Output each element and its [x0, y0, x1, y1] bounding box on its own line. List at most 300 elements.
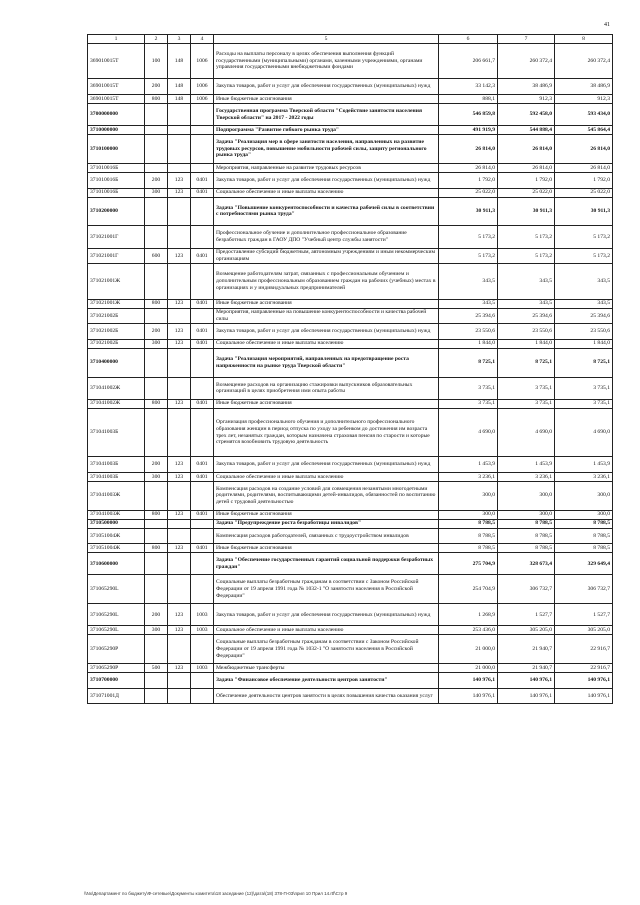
page-number: 41: [604, 22, 610, 28]
value-cell: 38 486,9: [555, 79, 613, 95]
table-row: [88, 575, 613, 604]
vr-cell: [145, 377, 168, 399]
value-cell: 260 372,4: [498, 44, 555, 79]
name-cell: Иные бюджетные ассигнования: [214, 544, 439, 553]
rz-cell: 0401: [191, 339, 214, 348]
gr-cell: 148: [168, 79, 191, 95]
value-cell: 1 453,9: [498, 457, 555, 473]
code-cell: 371065290L: [88, 626, 145, 635]
code-cell: 371010016Б: [88, 172, 145, 188]
name-cell: Задача "Реализация мероприятий, направленных на предотвращение роста напряженности на рынке труда Тверской области": [214, 348, 439, 377]
table-row: [88, 308, 613, 324]
value-cell: 912,3: [555, 94, 613, 103]
gr-cell: [168, 528, 191, 544]
value-cell: 4 690,0: [555, 408, 613, 457]
code-cell: 371041002Ж: [88, 377, 145, 399]
value-cell: 25 022,0: [555, 188, 613, 197]
rz-cell: [191, 226, 214, 248]
gr-cell: 123: [168, 399, 191, 408]
name-cell: Мероприятия, направленные на развитие трудовых ресурсов: [214, 163, 439, 172]
table-row: [88, 604, 613, 626]
table-row: [88, 348, 613, 377]
gr-cell: [168, 103, 191, 125]
gr-cell: 123: [168, 604, 191, 626]
code-cell: 371071001Д: [88, 688, 145, 704]
vr-cell: 300: [145, 472, 168, 481]
name-cell: Задача "Повышение конкурентоспособности и качества рабочей силы в соответствии с потребностями рынка труда": [214, 197, 439, 226]
value-cell: 1 792,0: [498, 172, 555, 188]
header-row: [88, 35, 613, 44]
vr-cell: 200: [145, 457, 168, 473]
rz-cell: [191, 528, 214, 544]
header-cell: 5: [214, 35, 439, 44]
value-cell: 8 788,5: [439, 528, 498, 544]
table-row: [88, 79, 613, 95]
value-cell: 343,5: [439, 264, 498, 299]
name-cell: Компенсация расходов на создание условий для совмещения незанятыми многодетными родителями, родителями, воспитывающими детей-инвалидов, обязанностей по воспитанию детей с трудовой деятельностью: [214, 481, 439, 510]
code-cell: 371065290Р: [88, 664, 145, 673]
table-row: [88, 635, 613, 664]
value-cell: 305 205,0: [555, 626, 613, 635]
vr-cell: [145, 126, 168, 135]
table-row: [88, 226, 613, 248]
table-row: [88, 163, 613, 172]
value-cell: 8 725,1: [498, 348, 555, 377]
vr-cell: 800: [145, 510, 168, 519]
gr-cell: 123: [168, 472, 191, 481]
value-cell: 30 911,3: [555, 197, 613, 226]
name-cell: Задача "Обеспечение государственных гарантий социальной поддержки безработных граждан": [214, 553, 439, 575]
vr-cell: [145, 163, 168, 172]
value-cell: 26 814,0: [498, 163, 555, 172]
gr-cell: [168, 408, 191, 457]
rz-cell: 1006: [191, 79, 214, 95]
value-cell: 3 735,1: [439, 399, 498, 408]
rz-cell: [191, 348, 214, 377]
budget-table: [87, 34, 613, 704]
name-cell: Социальное обеспечение и иные выплаты населению: [214, 472, 439, 481]
name-cell: Иные бюджетные ассигнования: [214, 94, 439, 103]
value-cell: 5 173,2: [439, 248, 498, 264]
table-row: [88, 377, 613, 399]
rz-cell: [191, 519, 214, 528]
value-cell: 26 814,0: [439, 163, 498, 172]
value-cell: 491 919,9: [439, 126, 498, 135]
code-cell: 369010015Т: [88, 79, 145, 95]
value-cell: 592 458,0: [498, 103, 555, 125]
value-cell: 26 814,0: [498, 135, 555, 164]
value-cell: 888,1: [439, 94, 498, 103]
gr-cell: 123: [168, 188, 191, 197]
value-cell: 343,5: [439, 299, 498, 308]
rz-cell: [191, 673, 214, 689]
vr-cell: [145, 103, 168, 125]
table-row: [88, 339, 613, 348]
gr-cell: [168, 348, 191, 377]
value-cell: 5 173,2: [439, 226, 498, 248]
value-cell: 3 735,1: [498, 377, 555, 399]
value-cell: 8 788,5: [498, 519, 555, 528]
code-cell: 371021001Г: [88, 248, 145, 264]
rz-cell: [191, 308, 214, 324]
value-cell: 140 976,1: [498, 688, 555, 704]
value-cell: 343,5: [498, 299, 555, 308]
code-cell: 371051004Ж: [88, 528, 145, 544]
value-cell: 23 550,6: [498, 324, 555, 340]
value-cell: 1 792,0: [439, 172, 498, 188]
header-cell: 7: [498, 35, 555, 44]
name-cell: Закупка товаров, работ и услуг для обеспечения государственных (муниципальных) нужд: [214, 324, 439, 340]
gr-cell: [168, 377, 191, 399]
value-cell: 3 735,1: [439, 377, 498, 399]
gr-cell: [168, 519, 191, 528]
table-row: [88, 264, 613, 299]
name-cell: Мероприятия, направленные на повышение конкурентоспособности и качества рабочей силы: [214, 308, 439, 324]
code-cell: 371041003Ж: [88, 510, 145, 519]
value-cell: 21 000,0: [439, 635, 498, 664]
value-cell: 8 788,5: [555, 528, 613, 544]
value-cell: 3 236,1: [439, 472, 498, 481]
value-cell: 1 453,9: [439, 457, 498, 473]
value-cell: 328 673,4: [498, 553, 555, 575]
gr-cell: [168, 575, 191, 604]
vr-cell: [145, 226, 168, 248]
value-cell: 30 911,3: [498, 197, 555, 226]
vr-cell: 100: [145, 44, 168, 79]
value-cell: 3 236,1: [498, 472, 555, 481]
code-cell: 371021002Б: [88, 324, 145, 340]
vr-cell: 800: [145, 94, 168, 103]
value-cell: 1 268,9: [439, 604, 498, 626]
gr-cell: [168, 264, 191, 299]
gr-cell: [168, 126, 191, 135]
table-row: [88, 510, 613, 519]
code-cell: 3710400000: [88, 348, 145, 377]
table-row: [88, 399, 613, 408]
code-cell: 371021001Ж: [88, 264, 145, 299]
table-row: [88, 544, 613, 553]
vr-cell: 200: [145, 172, 168, 188]
vr-cell: 200: [145, 79, 168, 95]
rz-cell: 0401: [191, 544, 214, 553]
rz-cell: [191, 126, 214, 135]
value-cell: 912,3: [498, 94, 555, 103]
code-cell: 371010016Б: [88, 163, 145, 172]
table-row: [88, 553, 613, 575]
name-cell: Социальное обеспечение и иные выплаты населению: [214, 626, 439, 635]
vr-cell: 800: [145, 544, 168, 553]
name-cell: Закупка товаров, работ и услуг для обеспечения государственных (муниципальных) нужд: [214, 604, 439, 626]
code-cell: 371065290L: [88, 575, 145, 604]
header-cell: 4: [191, 35, 214, 44]
table-row: [88, 126, 613, 135]
table-row: [88, 673, 613, 689]
gr-cell: 123: [168, 299, 191, 308]
value-cell: 140 976,1: [498, 673, 555, 689]
code-cell: 371041003Б: [88, 408, 145, 457]
rz-cell: 1006: [191, 94, 214, 103]
vr-cell: [145, 481, 168, 510]
gr-cell: 148: [168, 94, 191, 103]
vr-cell: [145, 575, 168, 604]
value-cell: 140 976,1: [439, 673, 498, 689]
name-cell: Иные бюджетные ассигнования: [214, 510, 439, 519]
rz-cell: [191, 408, 214, 457]
value-cell: 306 732,7: [555, 575, 613, 604]
gr-cell: [168, 308, 191, 324]
value-cell: 253 436,0: [439, 626, 498, 635]
value-cell: 25 022,0: [439, 188, 498, 197]
table-row: [88, 626, 613, 635]
rz-cell: [191, 575, 214, 604]
value-cell: 3 735,1: [555, 377, 613, 399]
name-cell: Подпрограмма "Развитие гибкого рынка труда": [214, 126, 439, 135]
name-cell: Задача "Финансовое обеспечение деятельности центров занятости": [214, 673, 439, 689]
value-cell: 1 844,0: [555, 339, 613, 348]
rz-cell: 0401: [191, 248, 214, 264]
vr-cell: [145, 673, 168, 689]
table-row: [88, 197, 613, 226]
gr-cell: 123: [168, 172, 191, 188]
value-cell: 1 844,0: [498, 339, 555, 348]
rz-cell: [191, 264, 214, 299]
value-cell: 300,0: [555, 510, 613, 519]
value-cell: 300,0: [498, 510, 555, 519]
header-cell: 3: [168, 35, 191, 44]
name-cell: Профессиональное обучение и дополнительное профессиональное образование безработных граждан в ГАОУ ДПО "Учебный центр службы занятости": [214, 226, 439, 248]
value-cell: 343,5: [555, 299, 613, 308]
code-cell: 3710000000: [88, 126, 145, 135]
table-row: [88, 519, 613, 528]
vr-cell: [145, 408, 168, 457]
table-row: [88, 408, 613, 457]
value-cell: 140 976,1: [555, 673, 613, 689]
gr-cell: [168, 688, 191, 704]
vr-cell: 500: [145, 664, 168, 673]
gr-cell: [168, 673, 191, 689]
code-cell: 371021002Б: [88, 339, 145, 348]
vr-cell: [145, 519, 168, 528]
vr-cell: 600: [145, 248, 168, 264]
value-cell: 26 814,0: [555, 163, 613, 172]
value-cell: 8 788,5: [498, 528, 555, 544]
name-cell: Социальное обеспечение и иные выплаты населению: [214, 339, 439, 348]
value-cell: 8 788,5: [439, 544, 498, 553]
rz-cell: 0401: [191, 457, 214, 473]
value-cell: 1 527,7: [498, 604, 555, 626]
value-cell: 21 940,7: [498, 664, 555, 673]
code-cell: 371041003Б: [88, 457, 145, 473]
vr-cell: [145, 688, 168, 704]
value-cell: 5 173,2: [555, 226, 613, 248]
value-cell: 306 732,7: [498, 575, 555, 604]
name-cell: Организация профессионального обучения и дополнительного профессионального образования женщин в период отпуска по уходу за ребенком до достижения им возраста трех лет, незанятых граждан, которым назначена страховая пенсия по старости и которые стремятся возобновить трудовую деятельность: [214, 408, 439, 457]
table-row: [88, 472, 613, 481]
value-cell: 343,5: [555, 264, 613, 299]
table-row: [88, 172, 613, 188]
code-cell: 371021001Ж: [88, 299, 145, 308]
table-row: [88, 528, 613, 544]
vr-cell: [145, 264, 168, 299]
code-cell: 371065290L: [88, 604, 145, 626]
code-cell: 3700000000: [88, 103, 145, 125]
header-cell: 1: [88, 35, 145, 44]
table-row: [88, 188, 613, 197]
rz-cell: [191, 103, 214, 125]
rz-cell: [191, 197, 214, 226]
file-path-footer: \\Nx\Департамент по бюджету\Ф-сетевые\Документы комитета\18 заседание (12)\дата\(18) 378-П-03\прил 10 Прил 14.rtf\Стр 9: [84, 891, 348, 896]
value-cell: 38 486,9: [498, 79, 555, 95]
value-cell: 1 527,7: [555, 604, 613, 626]
gr-cell: 123: [168, 457, 191, 473]
gr-cell: [168, 481, 191, 510]
gr-cell: 123: [168, 664, 191, 673]
rz-cell: 0401: [191, 472, 214, 481]
gr-cell: [168, 135, 191, 164]
value-cell: 1 844,0: [439, 339, 498, 348]
value-cell: 5 173,2: [498, 226, 555, 248]
rz-cell: [191, 377, 214, 399]
vr-cell: 300: [145, 188, 168, 197]
value-cell: 206 661,7: [439, 44, 498, 79]
header-cell: 8: [555, 35, 613, 44]
value-cell: 8 725,1: [439, 348, 498, 377]
rz-cell: [191, 688, 214, 704]
value-cell: 25 022,0: [498, 188, 555, 197]
value-cell: 300,0: [555, 481, 613, 510]
rz-cell: 0401: [191, 399, 214, 408]
value-cell: 1 792,0: [555, 172, 613, 188]
vr-cell: 800: [145, 399, 168, 408]
header-cell: 2: [145, 35, 168, 44]
value-cell: 140 976,1: [439, 688, 498, 704]
value-cell: 8 788,5: [555, 519, 613, 528]
value-cell: 329 649,4: [555, 553, 613, 575]
name-cell: Закупка товаров, работ и услуг для обеспечения государственных (муниципальных) нужд: [214, 79, 439, 95]
value-cell: 1 453,9: [555, 457, 613, 473]
vr-cell: [145, 308, 168, 324]
gr-cell: [168, 635, 191, 664]
value-cell: 300,0: [439, 510, 498, 519]
value-cell: 300,0: [439, 481, 498, 510]
value-cell: 300,0: [498, 481, 555, 510]
value-cell: 5 173,2: [555, 248, 613, 264]
name-cell: Компенсация расходов работодателей, связанных с трудоустройством инвалидов: [214, 528, 439, 544]
rz-cell: 0401: [191, 510, 214, 519]
value-cell: 8 788,5: [498, 544, 555, 553]
value-cell: 3 236,1: [555, 472, 613, 481]
value-cell: 26 814,0: [439, 135, 498, 164]
table-row: [88, 299, 613, 308]
code-cell: 3710600000: [88, 553, 145, 575]
vr-cell: [145, 553, 168, 575]
gr-cell: 123: [168, 626, 191, 635]
name-cell: Государственная программа Тверской области "Содействие занятости населения Тверской области" на 2017 - 2022 годы: [214, 103, 439, 125]
value-cell: 8 725,1: [555, 348, 613, 377]
rz-cell: 0401: [191, 299, 214, 308]
code-cell: 3710200000: [88, 197, 145, 226]
value-cell: 3 735,1: [555, 399, 613, 408]
value-cell: 305 205,0: [498, 626, 555, 635]
value-cell: 8 788,5: [439, 519, 498, 528]
value-cell: 5 173,2: [498, 248, 555, 264]
value-cell: 33 142,3: [439, 79, 498, 95]
vr-cell: 300: [145, 626, 168, 635]
table-row: [88, 481, 613, 510]
value-cell: 23 550,6: [439, 324, 498, 340]
rz-cell: 1003: [191, 664, 214, 673]
value-cell: 544 888,4: [498, 126, 555, 135]
name-cell: Межбюджетные трансферты: [214, 664, 439, 673]
code-cell: 371051004Ж: [88, 544, 145, 553]
gr-cell: [168, 226, 191, 248]
code-cell: 371021001Г: [88, 226, 145, 248]
value-cell: 21 000,0: [439, 664, 498, 673]
value-cell: 30 911,3: [439, 197, 498, 226]
value-cell: 260 372,4: [555, 44, 613, 79]
name-cell: Расходы на выплаты персоналу в целях обеспечения выполнения функций государственными (муниципальными) органами, казенными учреждениями, органами управления государственными внебюджетными фондами: [214, 44, 439, 79]
gr-cell: [168, 163, 191, 172]
rz-cell: 0401: [191, 172, 214, 188]
table-row: [88, 664, 613, 673]
vr-cell: 200: [145, 324, 168, 340]
code-cell: 371010016Б: [88, 188, 145, 197]
code-cell: 371065290Р: [88, 635, 145, 664]
value-cell: 4 690,0: [498, 408, 555, 457]
gr-cell: 123: [168, 510, 191, 519]
value-cell: 25 394,6: [439, 308, 498, 324]
code-cell: 3710700000: [88, 673, 145, 689]
name-cell: Возмещение расходов на организацию стажировки выпускников образовательных организаций в целях приобретения ими опыта работы: [214, 377, 439, 399]
vr-cell: [145, 348, 168, 377]
value-cell: 22 916,7: [555, 635, 613, 664]
rz-cell: [191, 553, 214, 575]
rz-cell: 1006: [191, 44, 214, 79]
value-cell: 254 704,9: [439, 575, 498, 604]
rz-cell: [191, 135, 214, 164]
value-cell: 25 394,6: [498, 308, 555, 324]
rz-cell: [191, 163, 214, 172]
vr-cell: [145, 635, 168, 664]
name-cell: Иные бюджетные ассигнования: [214, 299, 439, 308]
gr-cell: 123: [168, 339, 191, 348]
rz-cell: 0401: [191, 188, 214, 197]
code-cell: 3710500000: [88, 519, 145, 528]
name-cell: Задача "Предупреждение роста безработицы инвалидов": [214, 519, 439, 528]
header-cell: 6: [439, 35, 498, 44]
code-cell: 371041003Б: [88, 472, 145, 481]
value-cell: 275 704,9: [439, 553, 498, 575]
value-cell: 545 864,4: [555, 126, 613, 135]
name-cell: Социальное обеспечение и иные выплаты населению: [214, 188, 439, 197]
vr-cell: [145, 528, 168, 544]
code-cell: 371041003Ж: [88, 481, 145, 510]
value-cell: 343,5: [498, 264, 555, 299]
vr-cell: [145, 135, 168, 164]
table-row: [88, 248, 613, 264]
code-cell: 371021002Б: [88, 308, 145, 324]
vr-cell: [145, 197, 168, 226]
table-row: [88, 457, 613, 473]
value-cell: 23 550,6: [555, 324, 613, 340]
value-cell: 140 976,1: [555, 688, 613, 704]
name-cell: Закупка товаров, работ и услуг для обеспечения государственных (муниципальных) нужд: [214, 457, 439, 473]
name-cell: Иные бюджетные ассигнования: [214, 399, 439, 408]
table-row: [88, 135, 613, 164]
value-cell: 21 940,7: [498, 635, 555, 664]
table-row: [88, 103, 613, 125]
gr-cell: [168, 553, 191, 575]
